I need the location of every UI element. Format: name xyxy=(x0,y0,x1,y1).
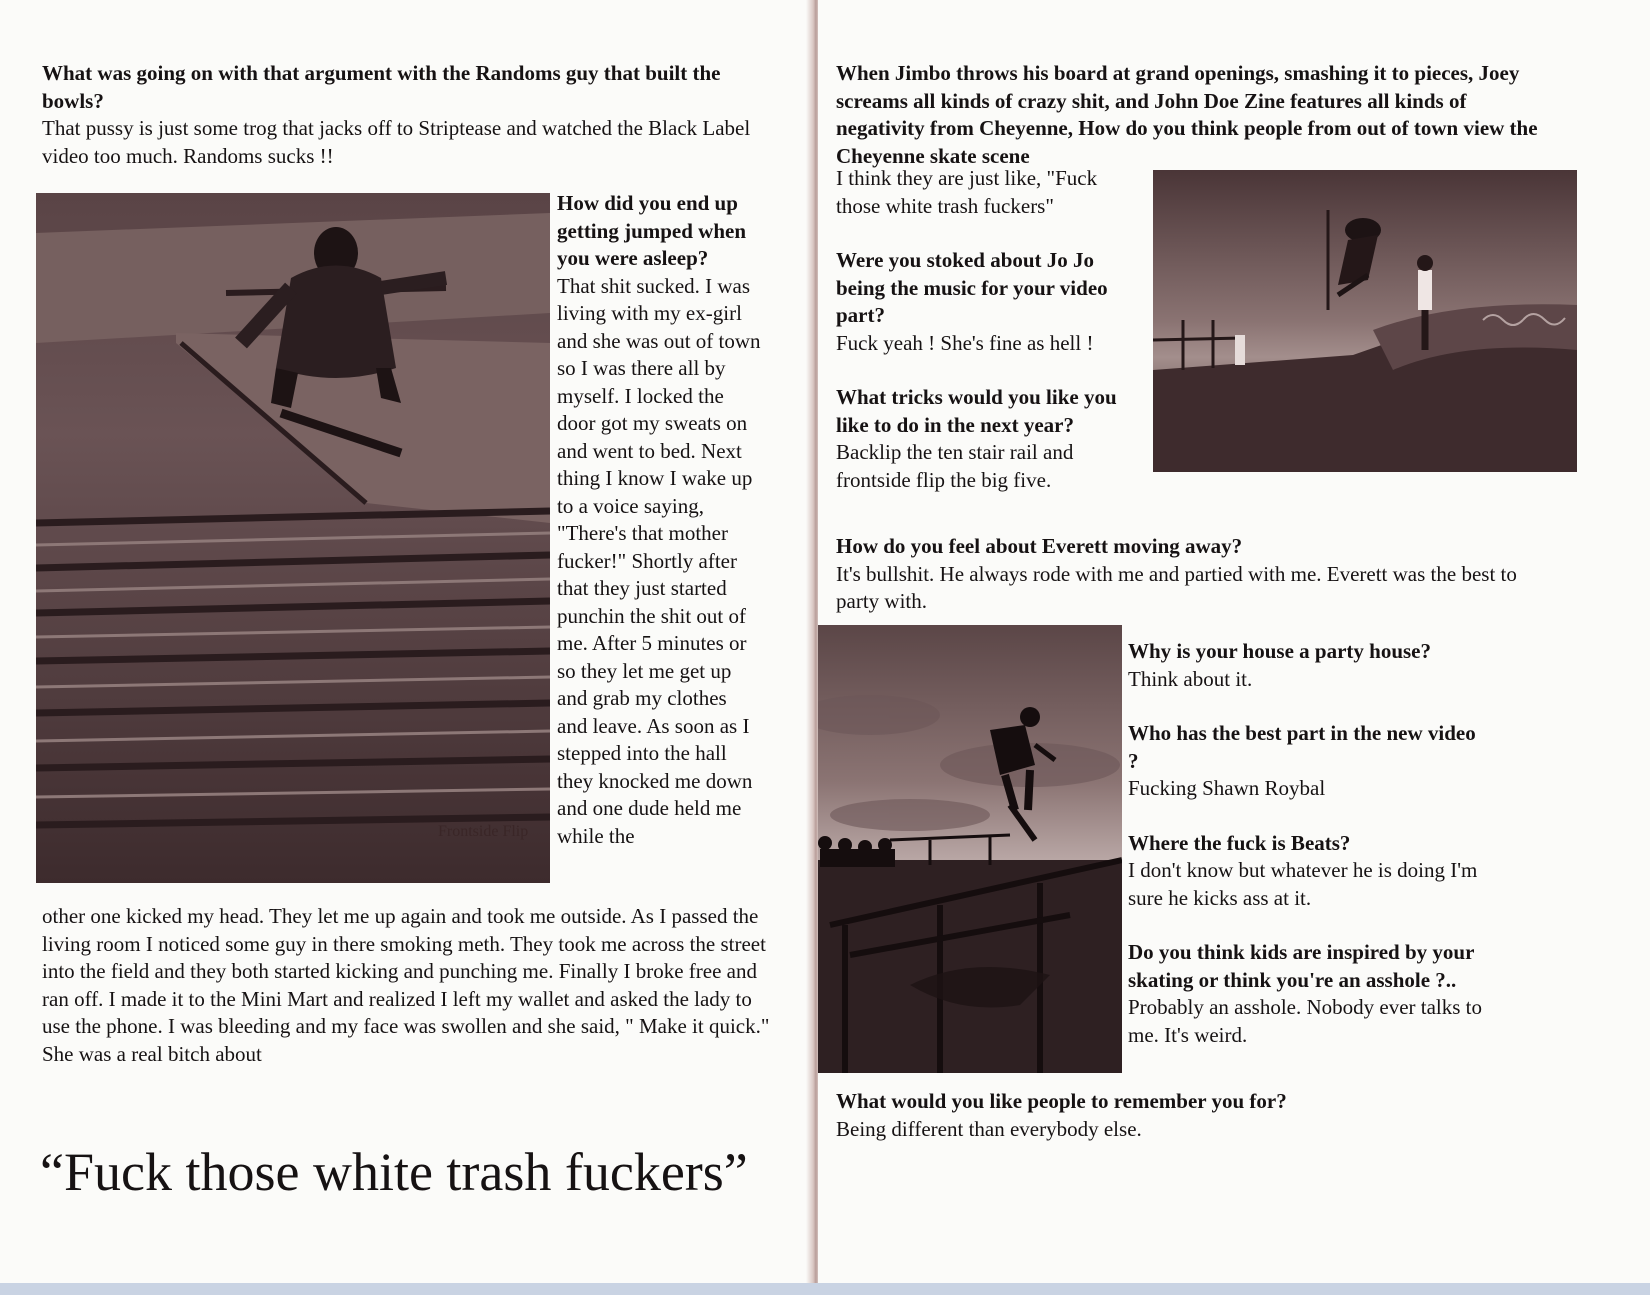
photo-rail-silhouette xyxy=(818,625,1122,1073)
answer-everett: It's bullshit. He always rode with me and partied with me. Everett was the best to party with. xyxy=(836,561,1517,613)
qa-randoms xyxy=(42,60,772,170)
right-page xyxy=(818,0,1650,1283)
answer-tricks: Backlip the ten stair rail and frontside flip the big five. xyxy=(836,440,1074,492)
answer-town-view: I think they are just like, "Fuck those white trash fuckers" xyxy=(836,166,1098,218)
answer-remember: Being different than everybody else. xyxy=(836,1116,1142,1141)
bowl-photo-graphic xyxy=(1153,170,1577,472)
qa-remember xyxy=(836,1088,1546,1143)
right-column-qa xyxy=(1128,638,1488,1049)
question-jumped: How did you end up getting jumped when you were asleep? xyxy=(557,191,747,270)
qa-everett xyxy=(836,533,1546,616)
answer-randoms: That pussy is just some trog that jacks off to Striptease and watched the Black Label video too much. Randoms sucks !! xyxy=(42,116,751,168)
answer-beats: I don't know but whatever he is doing I'm sure he kicks ass at it. xyxy=(1128,858,1478,910)
scan-bottom-edge xyxy=(0,1283,1650,1295)
answer-best-part: Fucking Shawn Roybal xyxy=(1128,776,1326,800)
answer-jumped-column: That shit sucked. I was living with my ex-girl and she was out of town so I was there all by myself. I locked the door got my sweats on and went to bed. Next thing I know I wake up to a voice saying, "There's that mother fucker!" Shortly after that they just started punchin the shit out of me. After 5 minutes or so they let me get up and grab my clothes and leave. As soon as I stepped into the hall they knocked me down and one dude held me while the xyxy=(557,273,761,848)
answer-party-house: Think about it. xyxy=(1128,666,1253,691)
question-jo-jo: Were you stoked about Jo Jo being the music for your video part? xyxy=(836,248,1108,327)
question-remember: What would you like people to remember you for? xyxy=(836,1089,1287,1113)
question-party-house: Why is your house a party house? xyxy=(1128,639,1432,663)
question-best-part: Who has the best part in the new video ? xyxy=(1128,721,1476,773)
question-tricks: What tricks would you like you like to do in the next year? xyxy=(836,385,1117,437)
answer-jo-jo: Fuck yeah ! She's fine as hell ! xyxy=(836,330,1094,355)
answer-jumped-continued: other one kicked my head. They let me up again and took me outside. As I passed the living room I noticed some guy in there smoking meth. They took me across the street into the field and they both started kicking and punching me. Finally I broke free and ran off. I made it to the Mini Mart and realized I left my wallet and asked the lady to use the phone. I was bleeding and my face was swollen and she said, " Make it quick." She was a real bitch about xyxy=(42,904,770,1066)
answer-inspired: Probably an asshole. Nobody ever talks to me. It's weird. xyxy=(1128,995,1483,1047)
question-inspired: Do you think kids are inspired by your skating or think you're an asshole ?.. xyxy=(1128,940,1475,992)
photo-caption: Frontside Flip xyxy=(438,823,529,840)
question-everett: How do you feel about Everett moving away? xyxy=(836,534,1243,558)
qa-jumped xyxy=(557,190,762,850)
photo-frontside-flip-stairs xyxy=(36,193,550,883)
pull-quote: “Fuck those white trash fuckers” xyxy=(40,1142,748,1202)
question-randoms: What was going on with that argument with the Randoms guy that built the bowls? xyxy=(42,61,721,113)
rail-photo-graphic xyxy=(818,625,1122,1073)
question-beats: Where the fuck is Beats? xyxy=(1128,830,1351,855)
left-column-qa xyxy=(836,165,1126,494)
photo-bowl-air xyxy=(1153,170,1577,472)
left-page xyxy=(0,0,815,1283)
question-town-view: When Jimbo throws his board at grand openings, smashing it to pieces, Joey screams all kinds of crazy shit, and John Doe Zine features all kinds of negativity from Cheyenne, How do you think people from out of town view the Cheyenne skate scene xyxy=(836,61,1538,168)
stairs-photo-graphic xyxy=(36,193,550,883)
